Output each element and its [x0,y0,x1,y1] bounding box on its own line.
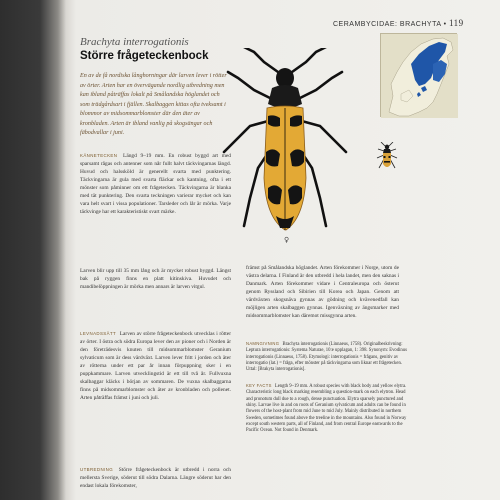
scandinavia-map-icon [381,34,458,118]
running-header [333,18,464,28]
larva-paragraph [80,268,231,292]
beetle-icon [210,48,360,244]
distribution-paragraph [80,466,231,491]
larva-text: Larven blir upp till 35 mm lång och är mycket robust byggd. Längst bak på ryggen finns en platt kitinskiva. Huvudet och mandibelöppningen är mörka men annars är larven vitgul. [80,268,231,290]
running-title: CERAMBYCIDAE: BRACHYTA [333,21,442,28]
naming-caption [246,341,411,374]
page-number: 119 [448,18,464,28]
species-scientific-name: Brachyta interrogationis [80,36,189,48]
key-facts-label: KEY FACTS [246,383,272,388]
distribution-map [380,33,457,117]
beetle-illustration [210,48,360,244]
identification-paragraph [80,152,231,217]
female-sex-symbol: ♀ [284,236,290,244]
naming-label: NAMNGIVNING [246,341,280,346]
distribution-text: Större frågeteckenbock är utbredd i norra och mellersta Sverige, söderut till södra Dalarna. Längre söderut har den endast lokala förekomster, [80,467,231,489]
identification-label: KÄNNETECKEN [80,153,118,158]
continuation-paragraph [246,265,399,321]
identification-text: Längd 9–19 mm. En robust byggd art med sparsamt rågas och antenner som når fullt halvt täckvingarnas längd. Huvud och halssköld är generellt svarta med punktering. Täckvingarna är gula med svarta fläckar och kantning, ofta i ett mönster som påminner om ett frågetecken. Täckvingarna är blanka med tät punktering. Den svarta teckningen varierar mycket och kan vara helt svart i vissa populationer. Tarsleder och lår är mörka. Varje täckvinge har ett karakteristiskt svart märke. [80,153,231,215]
key-facts-caption [246,383,411,435]
distribution-label: UTBREDNING [80,467,114,472]
intro-paragraph: En av de få nordiska långhorningar där larven lever i rötter av örter. Arten har en övervägande nordlig utbredning men kan ibland påträffas lokalt på Smålandska höglandet och som trädgårdsart i fjällen. Skalbaggen kittas ofta tveksamt i blommor av midsommarblomster där den äter av kronbladen. Arten är ibland vanlig på skogsängar och fäbodvallar i juni. [80,73,227,136]
species-common-name: Större frågeteckenbock [80,50,209,62]
small-beetle-illustration [376,142,398,172]
separator-dot: • [443,21,449,28]
key-facts-text: Length 9–19 mm. A robust species with black body and yellow elytra. Characteristic long black marking resembling a question-mark on each elytron. Head and pronotum dull due to a rough, dense punctuation. Elytra sparsely punctured and shiny. Larvae live in and on roots of Geranium sylvaticum and adults can be found in flowers of the host-plant from mid June to mid July. Mainly distributed in northern Sweden, sometimes found above the treeline in the mountains. Also found in Norway except south western parts, all of Finland, and from central Europe eastwards to the Pacific Ocean. Not found in Denmark. [246,384,407,434]
small-beetle-icon [376,142,398,172]
biology-label: LEVNADSSÄTT [80,331,117,336]
continuation-text: främst på Smålandska höglandet. Arten förekommer i Norge, utom de västra delarna. I Finland är den utbredd i hela landet, men den saknas i Danmark. Arten förekommer vidare i Centraleuropa och österut genom Ryssland och Sibirien till Korea och Japan. Genom att värdväxten skogsnäva gynnas av gödning och kvävenedfall kan möjligen arten skalbaggen gynnas. Igenväxning av ängsmarker med midsommarblomster kan däremot missgynna arten. [246,265,399,319]
biology-text: Larven av större frågeteckenbock utvecklas i rötter av örter. I östra och södra Europa lever den av pioner och i Norden är den företrädesvis knuten till midsommarblomster Geranium sylvaticum som är dess värdväxt. Larven lever fritt i jorden och äter av rötterna under ett par år innan förpuppning sker i en puppkammare. Larven utvecklingstid är ett till två år. Fullvuxna skalbaggar kläcks i början av sommaren. De vuxna skalbaggarna finns på midsommarblomster och äter av kronbladen och pollenet. Arten påträffas främst i juni och juli. [80,331,231,401]
naming-text: Brachyta interrogationis (Linnaeus, 1758). Originalbeskrivning: Leptura interrogationis: Systema Naturae, 10:e upplagan, 1: 398. Synonym: Evodinus interrogationis (Linnaeus, 1758). Etymologi: interrogationis = frågans, genitiv av interrogatio (lat.) = fråga, efter mönster på täckvingarna som liknar ett frågetecken. Uttal: [Brakyta interrogationis]. [246,342,407,373]
biology-paragraph [80,330,231,403]
